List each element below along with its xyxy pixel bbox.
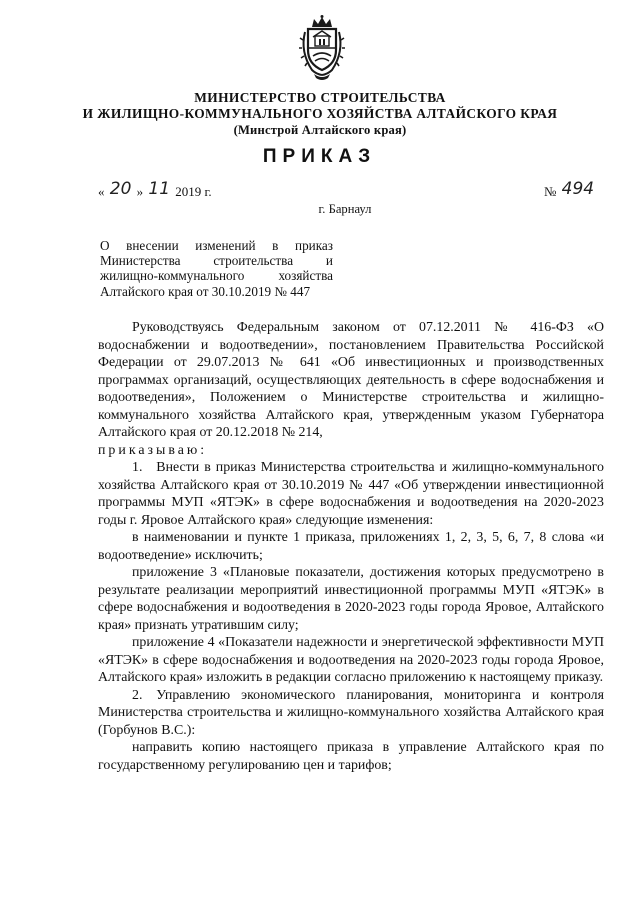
item-2a-paragraph: направить копию настоящего приказа в управление Алтайского края по государственному регулированию цен и тарифов;: [98, 740, 604, 773]
date-close-quote: »: [136, 184, 144, 199]
date-year: 2019 г.: [175, 184, 212, 199]
ministry-name-line1: МИНИСТЕРСТВО СТРОИТЕЛЬСТВА: [194, 90, 446, 105]
coat-of-arms-icon: [298, 14, 346, 84]
city-name: г. Барнаул: [318, 202, 372, 216]
order-body: [98, 319, 604, 774]
ministry-name-line2: И ЖИЛИЩНО-КОММУНАЛЬНОГО ХОЗЯЙСТВА АЛТАЙСКОГО КРАЯ: [82, 106, 558, 121]
number-label: №: [544, 184, 557, 199]
order-title: ПРИКАЗ: [262, 146, 377, 167]
date-open-quote: «: [98, 184, 105, 199]
ministry-short-name: (Минстрой Алтайского края): [233, 123, 407, 137]
item-1c-paragraph: приложение 4 «Показатели надежности и энергетической эффективности МУП «ЯТЭК» в сфере водоснабжения и водоотведения на 2020-2023 годы города Яровое, Алтайского края» изложить в редакции согласно приложению к настоящему приказу.: [98, 635, 604, 685]
preamble-paragraph: Руководствуясь Федеральным законом от 07.12.2011 № 416-ФЗ «О водоснабжении и водоотведении», постановлением Правительства Российской Федерации от 29.07.2013 № 641 «Об инвестиционных и производственных программах организаций, осуществляющих деятельность в сфере водоснабжения и водоотведения», Положением о Министерстве строительства и жилищно-коммунального хозяйства Алтайского края, утвержденным указом Губернатора Алтайского края от 20.12.2018 № 214,: [98, 320, 604, 440]
item-1b-paragraph: приложение 3 «Плановые показатели, достижения которых предусмотрено в результате реализации мероприятий инвестиционной программы МУП «ЯТЭК» в сфере водоснабжения и водоотведения в 2020-2023 годы города Яровое, Алтайского края» признать утратившим силу;: [98, 565, 604, 633]
date-month: 11: [148, 179, 171, 199]
decree-word: приказываю:: [98, 442, 208, 458]
item-1-paragraph: 1. Внести в приказ Министерства строительства и жилищно-коммунального хозяйства Алтайского края от 30.10.2019 № 447 «Об утверждении инвестиционной программы МУП «ЯТЭК» в сфере водоснабжения и водоотведения на 2020-2023 годы г. Яровое Алтайского края» следующие изменения:: [98, 460, 604, 528]
order-subject: О внесении изменений в приказ Министерства строительства и жилищно-коммунального хозяйства Алтайского края от 30.10.2019 № 447: [100, 238, 333, 299]
order-number: [544, 181, 596, 201]
date-day: 20: [109, 179, 132, 199]
number-value: 494: [561, 179, 595, 199]
order-date: [98, 181, 212, 201]
item-2-paragraph: 2. Управлению экономического планирования, мониторинга и контроля Министерства строительства и жилищно-коммунального хозяйства Алтайского края (Горбунов В.С.):: [98, 687, 604, 738]
item-1a-paragraph: в наименовании и пункте 1 приказа, приложениях 1, 2, 3, 5, 6, 7, 8 слова «и водоотведение» исключить;: [98, 530, 604, 563]
